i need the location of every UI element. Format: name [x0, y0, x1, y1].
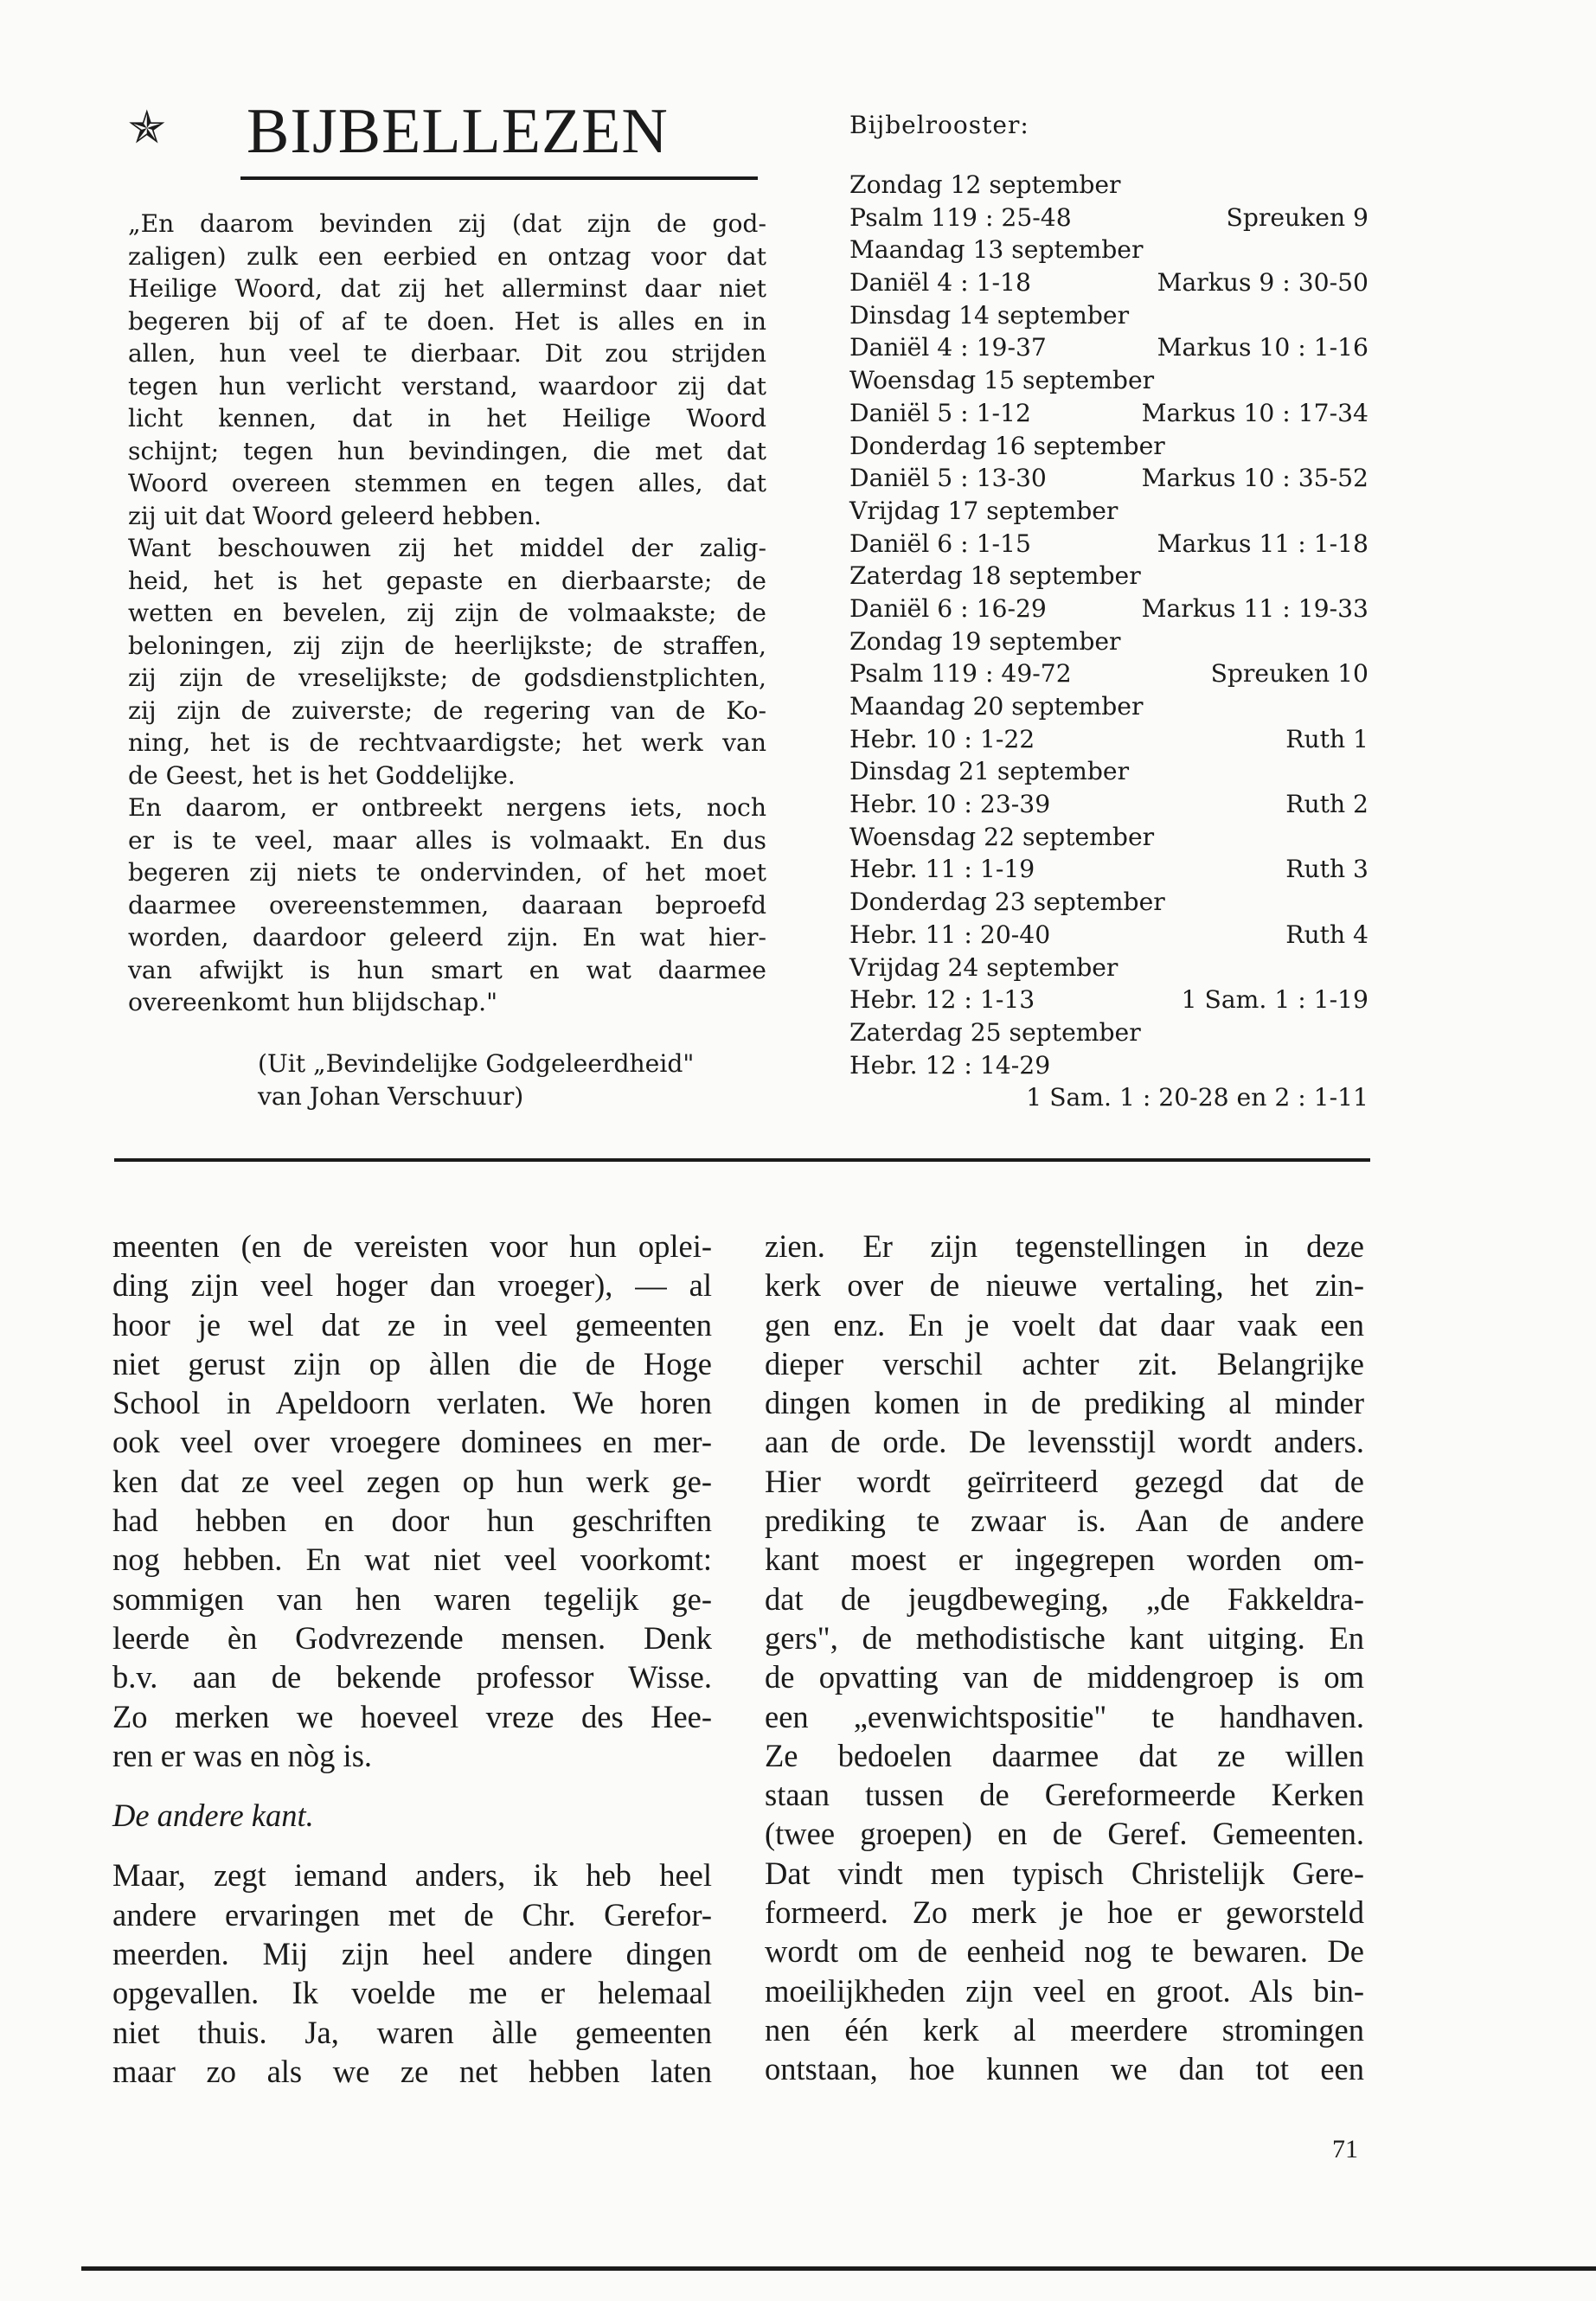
quote-line: zij zijn de zuiverste; de regering van de Ko-: [128, 695, 766, 725]
schedule-reading-left: Daniël 6 : 1-15: [849, 529, 1031, 558]
body-line: wordt om de eenheid nog te bewaren. De: [765, 1933, 1364, 1970]
schedule-day: Donderdag 16 september: [849, 431, 1165, 460]
schedule-reading-left: Daniël 6 : 16-29: [849, 593, 1047, 623]
quote-source-line: (Uit „Bevindelijke Godgeleerdheid": [258, 1049, 695, 1078]
body-line: maar zo als we ze net hebben laten: [112, 2053, 712, 2089]
subheading: De andere kant.: [112, 1798, 314, 1834]
body-line: dat de jeugdbeweging, „de Fakkeldra-: [765, 1580, 1364, 1617]
schedule-reading-left: Hebr. 12 : 1-13: [849, 985, 1035, 1015]
schedule-reading-left: Hebr. 11 : 20-40: [849, 920, 1051, 949]
body-line: gers", de methodistische kant uitging. En: [765, 1619, 1364, 1656]
quote-line: wetten en bevelen, zij zijn de volmaakste; de: [128, 599, 766, 627]
body-line: dieper verschil achter zit. Belangrijke: [765, 1345, 1364, 1381]
schedule-reading-left: Hebr. 11 : 1-19: [849, 855, 1035, 884]
quote-source-line: van Johan Verschuur): [258, 1081, 524, 1111]
body-line: School in Apeldoorn verlaten. We horen: [112, 1385, 712, 1421]
reading-schedule: [849, 169, 1368, 1114]
section-title: BIJBELLEZEN: [247, 96, 669, 167]
body-line: kerk over de nieuwe vertaling, het zin-: [765, 1267, 1364, 1304]
schedule-day: Zondag 12 september: [849, 170, 1121, 199]
body-line: meerden. Mij zijn heel andere dingen: [112, 1936, 712, 1972]
star-icon: ✯: [128, 102, 166, 154]
schedule-reading-right: Ruth 1: [1285, 724, 1368, 753]
title-underline: [240, 176, 758, 180]
quote-line: schijnt; tegen hun bevindingen, die met dat: [128, 436, 766, 465]
quote-line: En daarom, er ontbreekt nergens iets, noch: [128, 793, 766, 822]
schedule-reading-right: Markus 11 : 19-33: [1141, 593, 1368, 623]
schedule-readings: [849, 528, 1368, 561]
body-line: ook veel over vroegere dominees en mer-: [112, 1424, 712, 1460]
schedule-readings: [849, 919, 1368, 952]
schedule-reading-left: Daniël 5 : 13-30: [849, 464, 1047, 493]
body-line: sommigen van hen waren tegelijk ge-: [112, 1580, 712, 1617]
article-column-right: [765, 1227, 1364, 2089]
schedule-readings: [849, 657, 1368, 690]
schedule-final-line: 1 Sam. 1 : 20-28 en 2 : 1-11: [1026, 1083, 1368, 1112]
schedule-readings: [849, 984, 1368, 1016]
body-line: Ze bedoelen daarmee dat ze willen: [765, 1737, 1364, 1773]
body-line: ontstaan, hoe kunnen we dan tot een: [765, 2051, 1364, 2087]
body-line: opgevallen. Ik voelde me er helemaal: [112, 1975, 712, 2011]
quote-line: begeren bij of af te doen. Het is alles en in: [128, 306, 766, 336]
quote-block: [128, 208, 766, 1019]
body-line: gen enz. En je voelt dat daar vaak een: [765, 1306, 1364, 1343]
schedule-readings: [849, 462, 1368, 495]
schedule-reading-left: Hebr. 10 : 23-39: [849, 790, 1051, 819]
schedule-day: Zaterdag 18 september: [849, 561, 1141, 591]
schedule-day: Zondag 19 september: [849, 626, 1121, 656]
quote-line: Woord overeen stemmen en tegen alles, dat: [128, 469, 766, 497]
schedule-day: Dinsdag 21 september: [849, 757, 1130, 786]
quote-line: Want beschouwen zij het middel der zalig-: [128, 534, 766, 562]
body-line: zien. Er zijn tegenstellingen in deze: [765, 1228, 1364, 1264]
quote-line: licht kennen, dat in het Heilige Woord: [128, 404, 766, 433]
body-line: Maar, zegt iemand anders, ik heb heel: [112, 1857, 712, 1894]
body-line: nen één kerk al meerdere stromingen: [765, 2011, 1364, 2048]
schedule-reading-left: Psalm 119 : 49-72: [849, 659, 1072, 689]
schedule-reading-left: Daniël 4 : 19-37: [849, 333, 1047, 362]
body-line: ren er was en nòg is.: [112, 1737, 373, 1773]
body-line: aan de orde. De levensstijl wordt anders.: [765, 1424, 1364, 1460]
body-line: kant moest er ingegrepen worden om-: [765, 1541, 1364, 1578]
schedule-day: Zaterdag 25 september: [849, 1017, 1141, 1047]
schedule-readings: [849, 266, 1368, 299]
schedule-reading-right: Ruth 4: [1285, 920, 1368, 949]
quote-line: zaligen) zulk een eerbied en ontzag voor dat: [128, 241, 766, 271]
schedule-reading-right: Ruth 2: [1285, 790, 1368, 819]
schedule-readings: [849, 593, 1368, 625]
schedule-reading-right: Markus 11 : 1-18: [1157, 529, 1368, 558]
schedule-readings: [849, 788, 1368, 821]
schedule-day: Vrijdag 17 september: [849, 496, 1118, 525]
schedule-reading-left: Hebr. 10 : 1-22: [849, 724, 1035, 753]
schedule-day: Woensdag 22 september: [849, 822, 1155, 851]
body-line: dingen komen in de prediking al minder: [765, 1385, 1364, 1421]
schedule-reading-left: Daniël 4 : 1-18: [849, 268, 1031, 298]
quote-line: heid, het is het gepaste en dierbaarste; de: [128, 566, 766, 595]
quote-line: er is te veel, maar alles is volmaakt. En dus: [128, 825, 766, 855]
body-line: meenten (en de vereisten voor hun oplei-: [112, 1228, 712, 1264]
body-line: staan tussen de Gereformeerde Kerken: [765, 1777, 1364, 1813]
schedule-reading-left: Daniël 5 : 1-12: [849, 398, 1031, 427]
schedule-readings: [849, 397, 1368, 430]
schedule-reading-right: Markus 10 : 35-52: [1141, 464, 1368, 493]
body-line: (twee groepen) en de Geref. Gemeenten.: [765, 1816, 1364, 1852]
quote-source: [258, 1048, 694, 1112]
schedule-readings: [849, 1049, 1368, 1082]
schedule-day: Donderdag 23 september: [849, 888, 1165, 917]
body-line: de opvatting van de middengroep is om: [765, 1659, 1364, 1695]
quote-line: beloningen, zij zijn de heerlijkste; de straffen,: [128, 631, 766, 660]
body-line: formeerd. Zo merk je hoe er geworsteld: [765, 1894, 1364, 1931]
schedule-reading-right: Markus 9 : 30-50: [1157, 268, 1368, 298]
schedule-reading-right: Spreuken 10: [1210, 659, 1368, 689]
schedule-readings: [849, 331, 1368, 364]
section-divider: [114, 1158, 1370, 1162]
quote-line: tegen hun verlicht verstand, waardoor zij dat: [128, 371, 766, 401]
schedule-day: Woensdag 15 september: [849, 366, 1155, 395]
quote-line: zij zijn de vreselijkste; de godsdienstplichten,: [128, 663, 766, 692]
body-line: niet gerust zijn op àllen die de Hoge: [112, 1345, 712, 1381]
body-line: een „evenwichtspositie" te handhaven.: [765, 1698, 1364, 1734]
quote-line: van afwijkt is hun smart en wat daarmee: [128, 955, 766, 984]
body-line: Dat vindt men typisch Christelijk Gere-: [765, 1855, 1364, 1891]
schedule-day: Vrijdag 24 september: [849, 952, 1118, 982]
schedule-readings: [849, 853, 1368, 886]
schedule-reading-right: Ruth 3: [1285, 855, 1368, 884]
schedule-reading-right: Spreuken 9: [1226, 202, 1368, 232]
body-line: Zo merken we hoeveel vreze des Hee-: [112, 1698, 712, 1734]
schedule-day: Dinsdag 14 september: [849, 300, 1130, 330]
body-line: hoor je wel dat ze in veel gemeenten: [112, 1306, 712, 1343]
quote-line: begeren zij niets te ondervinden, of het moet: [128, 858, 766, 887]
article-column-left: [112, 1227, 712, 2091]
schedule-reading-right: Markus 10 : 17-34: [1141, 398, 1368, 427]
body-line: andere ervaringen met de Chr. Gerefor-: [112, 1896, 712, 1932]
schedule-day: Maandag 13 september: [849, 235, 1144, 265]
body-line: nog hebben. En wat niet veel voorkomt:: [112, 1541, 712, 1578]
schedule-reading-left: Psalm 119 : 25-48: [849, 202, 1072, 232]
quote-line: allen, hun veel te dierbaar. Dit zou strijden: [128, 339, 766, 368]
quote-line: Heilige Woord, dat zij het allerminst daar niet: [128, 274, 766, 303]
quote-line: overeenkomt hun blijdschap.": [128, 988, 498, 1016]
schedule-reading-left: Hebr. 12 : 14-29: [849, 1050, 1051, 1080]
quote-line: worden, daardoor geleerd zijn. En wat hier-: [128, 923, 766, 952]
quote-line: ning, het is de rechtvaardigste; het werk van: [128, 728, 766, 757]
body-line: ding zijn veel hoger dan vroeger), — al: [112, 1267, 712, 1304]
body-line: moeilijkheden zijn veel en groot. Als bin-: [765, 1972, 1364, 2009]
schedule-day: Maandag 20 september: [849, 692, 1144, 721]
schedule-title: Bijbelrooster:: [849, 111, 1029, 139]
body-line: had hebben en door hun geschriften: [112, 1503, 712, 1539]
bottom-rule: [81, 2266, 1596, 2271]
body-line: ken dat ze veel zegen op hun werk ge-: [112, 1463, 712, 1499]
quote-line: daarmee overeenstemmen, daaraan beproefd: [128, 890, 766, 920]
quote-line: de Geest, het is het Goddelijke.: [128, 760, 516, 790]
page-number: 71: [1332, 2135, 1358, 2163]
schedule-reading-right: 1 Sam. 1 : 1-19: [1181, 985, 1368, 1015]
body-line: niet thuis. Ja, waren àlle gemeenten: [112, 2014, 712, 2050]
body-line: leerde èn Godvrezende mensen. Denk: [112, 1619, 712, 1656]
schedule-readings: [849, 723, 1368, 756]
quote-line: „En daarom bevinden zij (dat zijn de god-: [128, 209, 766, 238]
body-line: prediking te zwaar is. Aan de andere: [765, 1503, 1364, 1539]
schedule-reading-right: Markus 10 : 1-16: [1157, 333, 1368, 362]
schedule-readings: [849, 202, 1368, 234]
body-line: b.v. aan de bekende professor Wisse.: [112, 1659, 712, 1695]
body-line: Hier wordt geïrriteerd gezegd dat de: [765, 1463, 1364, 1499]
quote-line: zij uit dat Woord geleerd hebben.: [128, 501, 542, 530]
